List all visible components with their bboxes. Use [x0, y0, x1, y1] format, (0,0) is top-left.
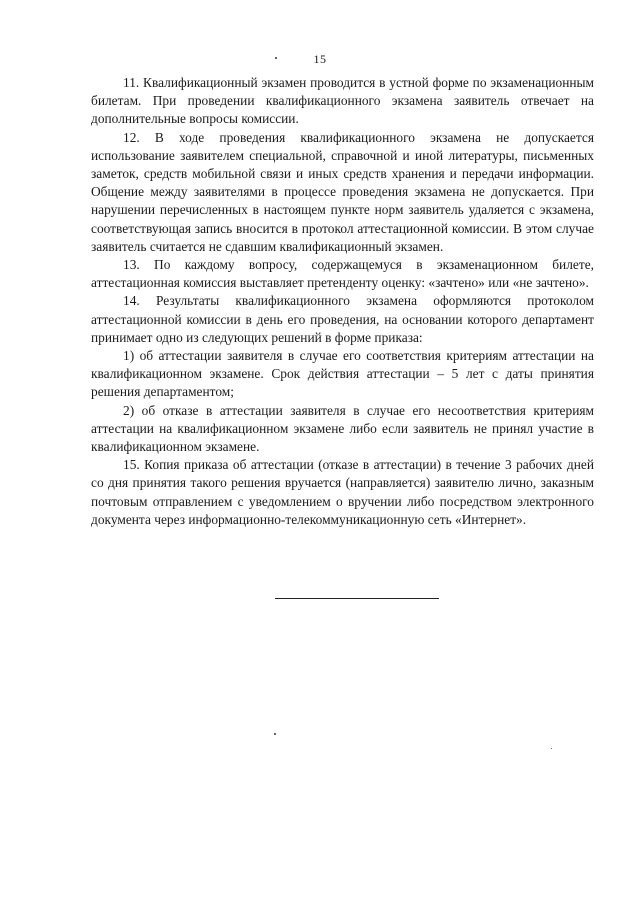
- document-body: [91, 74, 594, 529]
- page-number: 15: [313, 52, 327, 66]
- paragraph-13: 13. По каждому вопросу, содержащемуся в экзаменационном билете, аттестационная комиссия выставляет претенденту оценку: «зачтено» или «не зачтено».: [91, 257, 594, 291]
- paragraph-12: 12. В ходе проведения квалификационного экзамена не допускается использование заявителем специальной, справочной и иной литературы, письменных заметок, средств мобильной связи и иных средств хранения и передачи информации. Общение между заявителями в процессе проведения экзамена не допускается. При нарушении перечисленных в настоящем пункте норм заявитель удаляется с экзамена, соответствующая запись вносится в протокол аттестационной комиссии. В этом случае заявитель считается не сдавшим квалификационный экзамен.: [91, 129, 594, 254]
- scan-speck: [275, 57, 277, 59]
- scan-speck: [551, 748, 552, 749]
- paragraph-14: 14. Результаты квалификационного экзамена оформляются протоколом аттестационной комиссии в день его проведения, на основании которого департамент принимает одно из следующих решений в форме приказа:: [91, 293, 594, 345]
- paragraph-15: 15. Копия приказа об аттестации (отказе в аттестации) в течение 3 рабочих дней со дня принятия такого решения вручается (направляется) заявителю лично, заказным почтовым отправлением с уведомлением о вручении либо посредством электронного документа через информационно-телекоммуникационную сеть «Интернет».: [91, 457, 594, 527]
- scan-speck: [274, 733, 276, 735]
- paragraph-11: 11. Квалификационный экзамен проводится в устной форме по экзаменационным билетам. При проведении квалификационного экзамена заявитель отвечает на дополнительные вопросы комиссии.: [91, 75, 594, 127]
- end-separator-line: [275, 598, 439, 599]
- paragraph-14-item-1: 1) об аттестации заявителя в случае его соответствия критериям аттестации на квалификационном экзамене. Срок действия аттестации – 5 лет с даты принятия решения департаментом;: [91, 348, 594, 400]
- paragraph-14-item-2: 2) об отказе в аттестации заявителя в случае его несоответствия критериям аттестации на квалификационном экзамене либо если заявитель не принял участие в квалификационном экзамене.: [91, 402, 594, 455]
